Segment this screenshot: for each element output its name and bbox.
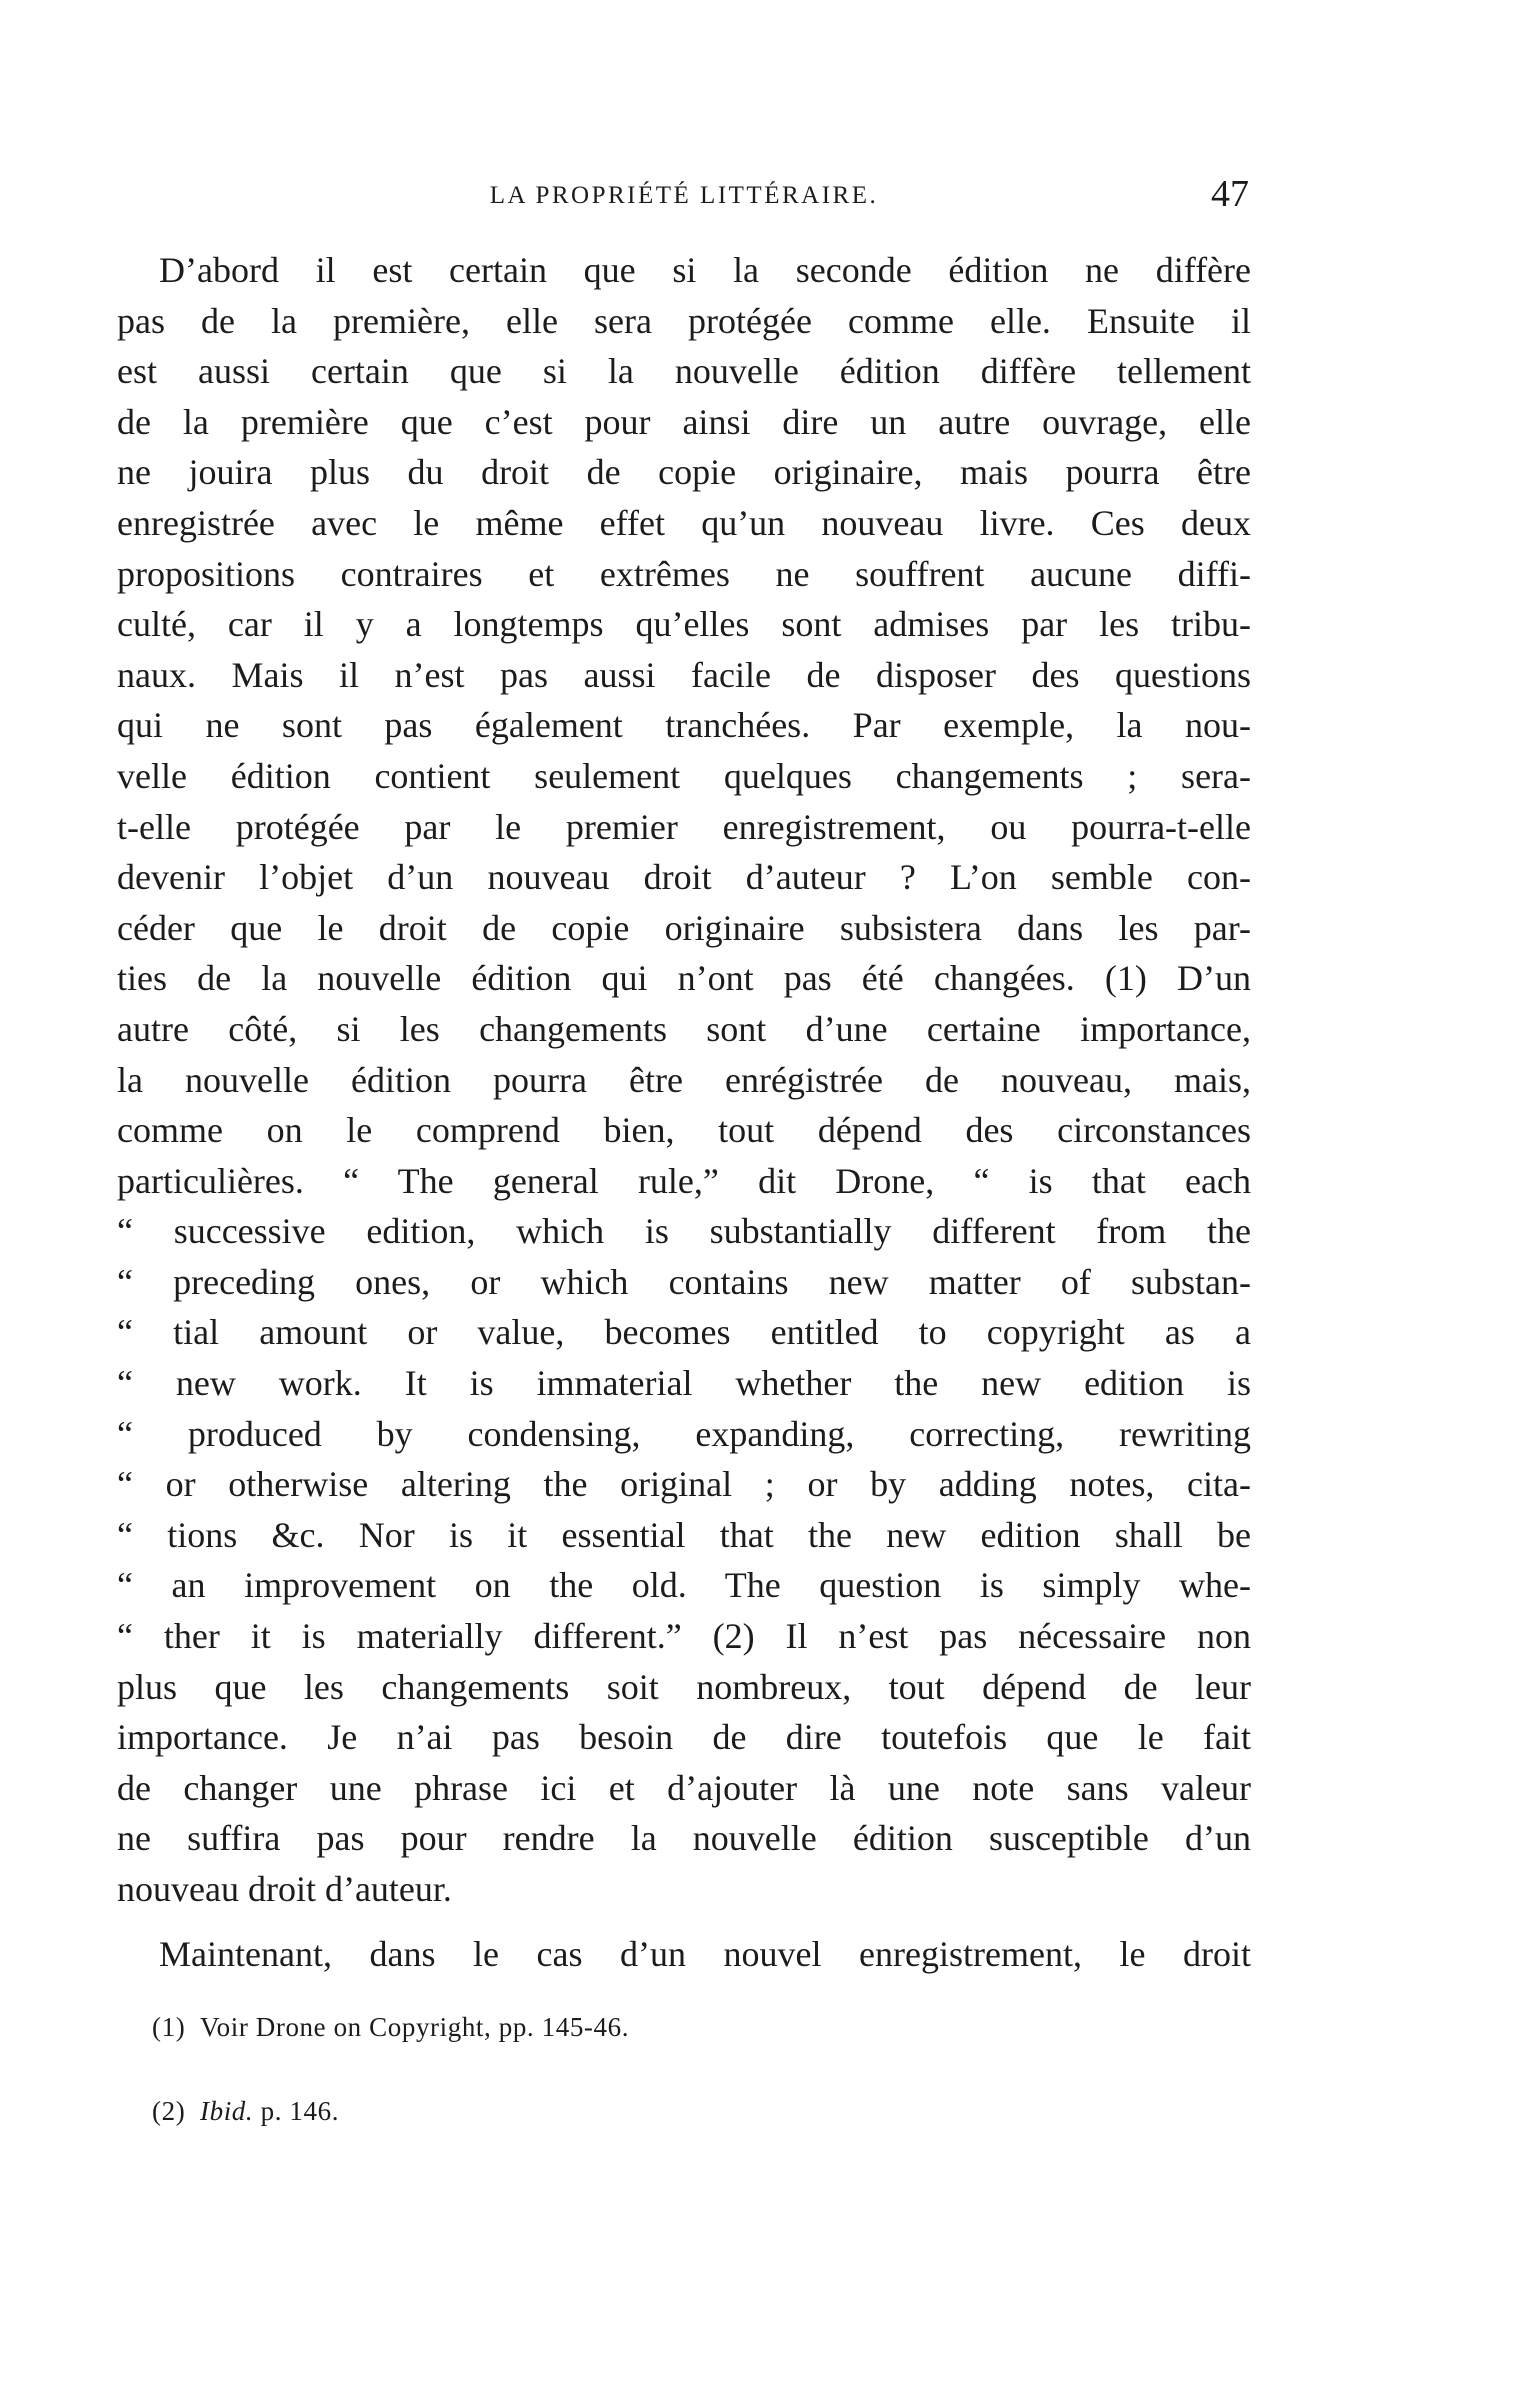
text-line: ne suffira pas pour rendre la nouvelle édition susceptible d’un: [117, 1818, 1251, 1859]
text-line: comme on le comprend bien, tout dépend des circonstances: [117, 1110, 1251, 1151]
text-line: particulières. “ The general rule,” dit Drone, “ is that each: [117, 1160, 1251, 1201]
text-line: “ ther it is materially different.” (2) Il n’est pas nécessaire non: [117, 1616, 1251, 1657]
text-line: “ produced by condensing, expanding, correcting, rewriting: [117, 1413, 1251, 1454]
text-line: enregistrée avec le même effet qu’un nouveau livre. Ces deux: [117, 502, 1251, 543]
text-line: “ successive edition, which is substantially different from the: [117, 1211, 1251, 1252]
footnote-text: p. 146.: [253, 2096, 340, 2126]
text-line: “ tial amount or value, becomes entitled to copyright as a: [117, 1312, 1251, 1353]
footnote-mark: (1): [152, 2012, 186, 2042]
running-title: LA PROPRIÉTÉ LITTÉRAIRE.: [489, 182, 879, 209]
footnotes: [152, 2010, 1152, 2128]
running-head: [117, 172, 1251, 222]
text-line: pas de la première, elle sera protégée comme elle. Ensuite il: [117, 300, 1251, 341]
text-line: velle édition contient seulement quelques changements ; sera-: [117, 755, 1251, 796]
text-line: “ new work. It is immaterial whether the new edition is: [117, 1363, 1251, 1404]
text-line: “ tions &c. Nor is it essential that the new edition shall be: [117, 1514, 1251, 1555]
text-line: ties de la nouvelle édition qui n’ont pas été changées. (1) D’un: [117, 958, 1251, 999]
text-line: est aussi certain que si la nouvelle édition diffère tellement: [117, 351, 1251, 392]
text-line: culté, car il y a longtemps qu’elles sont admises par les tribu-: [117, 604, 1251, 645]
text-line: D’abord il est certain que si la seconde édition ne diffère: [159, 250, 1251, 290]
page-number: 47: [1211, 173, 1249, 215]
paragraph: [117, 245, 1251, 1915]
text-line: t-elle protégée par le premier enregistrement, ou pourra-t-elle: [117, 806, 1251, 847]
footnote-2: [152, 2094, 1152, 2128]
text-line: ne jouira plus du droit de copie originaire, mais pourra être: [117, 452, 1251, 493]
text-line: céder que le droit de copie originaire subsistera dans les par-: [117, 907, 1251, 948]
text-line: “ or otherwise altering the original ; or by adding notes, cita-: [117, 1464, 1251, 1505]
text-line: “ an improvement on the old. The question is simply whe-: [117, 1565, 1251, 1606]
text-line: nouveau droit d’auteur.: [117, 1869, 452, 1909]
text-line: devenir l’objet d’un nouveau droit d’auteur ? L’on semble con-: [117, 857, 1251, 898]
text-line: importance. Je n’ai pas besoin de dire toutefois que le fait: [117, 1717, 1251, 1758]
text-line: qui ne sont pas également tranchées. Par exemple, la nou-: [117, 705, 1251, 746]
text-line: propositions contraires et extrêmes ne souffrent aucune diffi-: [117, 553, 1251, 594]
footnote-text: Voir Drone on Copyright, pp. 145-46.: [200, 2012, 630, 2042]
text-line: plus que les changements soit nombreux, tout dépend de leur: [117, 1666, 1251, 1707]
paragraph: [117, 1929, 1251, 1980]
text-line: autre côté, si les changements sont d’une certaine importance,: [117, 1008, 1251, 1049]
text-line: de changer une phrase ici et d’ajouter là une note sans valeur: [117, 1767, 1251, 1808]
body-text: [117, 245, 1251, 1979]
text-line: Maintenant, dans le cas d’un nouvel enregistrement, le droit: [159, 1933, 1251, 1974]
footnote-mark: (2): [152, 2096, 186, 2126]
text-line: naux. Mais il n’est pas aussi facile de disposer des questions: [117, 654, 1251, 695]
text-line: la nouvelle édition pourra être enrégistrée de nouveau, mais,: [117, 1059, 1251, 1100]
footnote-1: [152, 2010, 1152, 2044]
text-line: de la première que c’est pour ainsi dire un autre ouvrage, elle: [117, 401, 1251, 442]
footnote-italic-text: Ibid.: [200, 2096, 254, 2126]
text-line: “ preceding ones, or which contains new matter of substan-: [117, 1261, 1251, 1302]
